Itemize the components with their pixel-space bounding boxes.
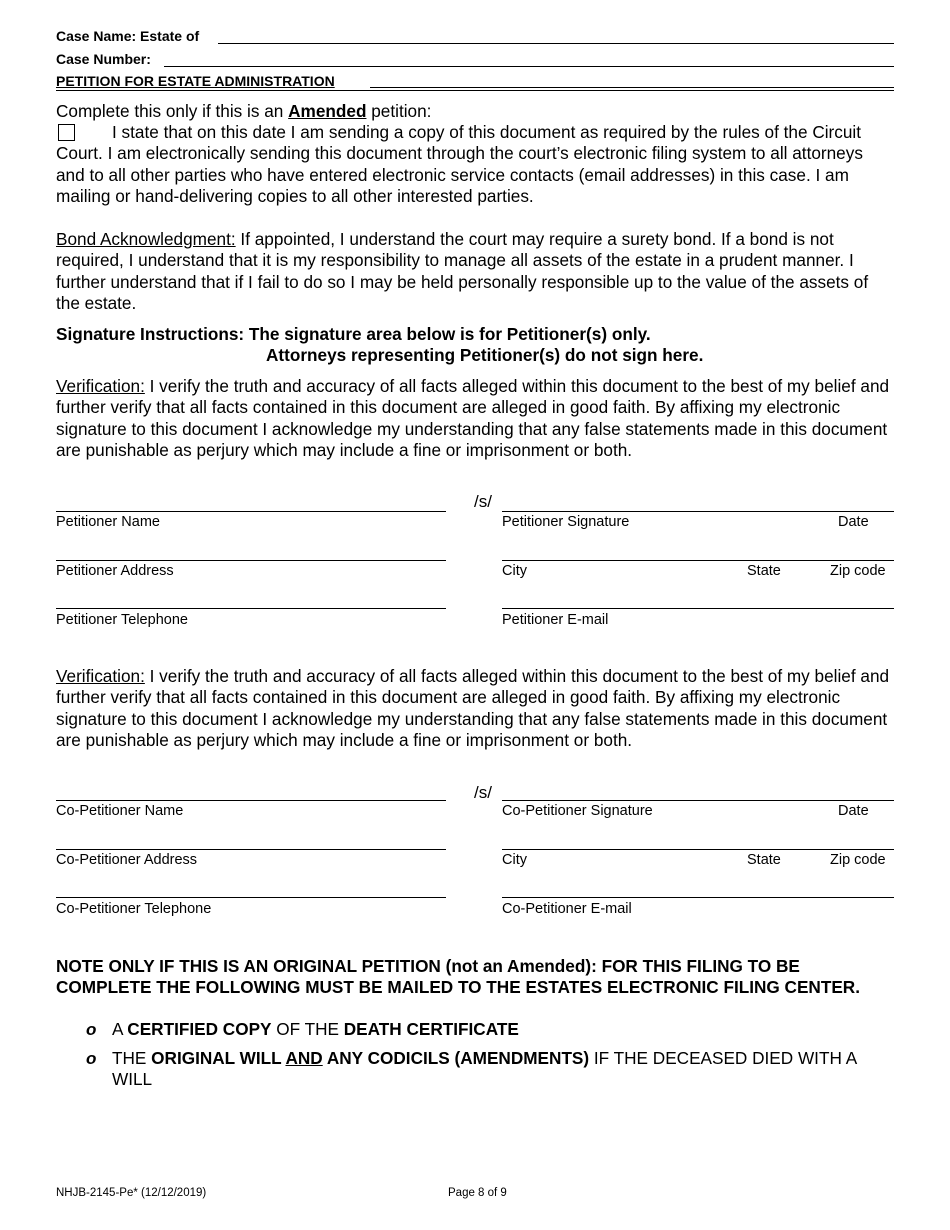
bond-acknowledgment: Bond Acknowledgment: If appointed, I understand the court may require a surety bond. If a bond is not required, I understand that it is my responsibility to manage all assets of the estate in a prudent manner. I further understand that if I fail to do so I may be held personally responsible up to the value of the assets of the estate. <box>56 229 869 313</box>
petitioner-address-label: Petitioner Address <box>56 563 174 579</box>
bullet-icon: o <box>86 1049 97 1068</box>
note-bullet-original-will: THE ORIGINAL WILL AND ANY CODICILS (AMENDMENTS) IF THE DECEASED DIED WITH A WILL <box>112 1048 857 1089</box>
co-petitioner-date-label: Date <box>838 803 869 819</box>
petitioner-telephone-label: Petitioner Telephone <box>56 612 188 628</box>
petitioner-city-field[interactable] <box>502 560 894 561</box>
co-petitioner-name-label: Co-Petitioner Name <box>56 803 184 819</box>
petitioner-email-field[interactable] <box>502 608 894 609</box>
form-id: NHJB-2145-Pe* (12/12/2019) <box>56 1187 207 1199</box>
petitioner-zip-label: Zip code <box>830 563 886 579</box>
original-petition-note: NOTE ONLY IF THIS IS AN ORIGINAL PETITION (not an Amended): FOR THIS FILING TO BE COMPLETE THE FOLLOWING MUST BE MAILED TO THE ESTATES ELECTRONIC FILING CENTER. <box>56 956 860 997</box>
form-title: PETITION FOR ESTATE ADMINISTRATION <box>56 73 335 89</box>
verification-petitioner: Verification: I verify the truth and accuracy of all facts alleged within this document to the best of my belief and further verify that all facts contained in this document are alleged in good faith. By affixing my electronic signature to this document I acknowledge my understanding that any false statements made in this document are punishable as perjury which may include a fine or imprisonment or both. <box>56 376 890 460</box>
petitioner-city-label: City <box>502 563 527 579</box>
petitioner-address-field[interactable] <box>56 560 446 561</box>
co-petitioner-city-field[interactable] <box>502 849 894 850</box>
co-petitioner-state-label: State <box>747 852 781 868</box>
petitioner-sig-prefix: /s/ <box>474 492 492 511</box>
amended-statement: I state that on this date I am sending a copy of this document as required by the rules of the Circuit Court. I am electronically sending this document through the court’s electronic filing system to all attorneys and to all other parties who have entered electronic service contacts (email addresses) in this case. I am mailing or hand-delivering copies to all other interested parties. <box>56 122 863 206</box>
case-name-field[interactable] <box>218 43 894 44</box>
co-petitioner-address-label: Co-Petitioner Address <box>56 852 198 868</box>
co-petitioner-telephone-field[interactable] <box>56 897 446 898</box>
co-petitioner-telephone-label: Co-Petitioner Telephone <box>56 901 212 917</box>
signature-instructions-line2: Attorneys representing Petitioner(s) do not sign here. <box>266 345 704 365</box>
co-petitioner-signature-label: Co-Petitioner Signature <box>502 803 653 819</box>
petitioner-email-label: Petitioner E-mail <box>502 612 609 628</box>
co-petitioner-email-field[interactable] <box>502 897 894 898</box>
page-number: Page 8 of 9 <box>448 1187 507 1199</box>
petitioner-state-label: State <box>747 563 781 579</box>
co-petitioner-signature-field[interactable] <box>502 800 894 801</box>
petitioner-name-field[interactable] <box>56 511 446 512</box>
co-petitioner-city-label: City <box>502 852 527 868</box>
petitioner-signature-label: Petitioner Signature <box>502 514 630 530</box>
co-petitioner-email-label: Co-Petitioner E-mail <box>502 901 632 917</box>
petitioner-date-label: Date <box>838 514 869 530</box>
co-petitioner-sig-prefix: /s/ <box>474 783 492 802</box>
petitioner-name-label: Petitioner Name <box>56 514 160 530</box>
petitioner-signature-field[interactable] <box>502 511 894 512</box>
note-bullet-death-certificate: A CERTIFIED COPY OF THE DEATH CERTIFICATE <box>112 1019 519 1039</box>
co-petitioner-address-field[interactable] <box>56 849 446 850</box>
petitioner-telephone-field[interactable] <box>56 608 446 609</box>
title-rule <box>370 87 894 88</box>
bullet-icon: o <box>86 1020 97 1039</box>
amended-intro: Complete this only if this is an Amended petition: <box>56 101 432 121</box>
verification-co-petitioner: Verification: I verify the truth and accuracy of all facts alleged within this document to the best of my belief and further verify that all facts contained in this document are alleged in good faith. By affixing my electronic signature to this document I acknowledge my understanding that any false statements made in this document are punishable as perjury which may include a fine or imprisonment or both. <box>56 666 890 750</box>
case-number-label: Case Number: <box>56 51 151 67</box>
case-number-field[interactable] <box>164 66 894 67</box>
signature-instructions-line1: Signature Instructions: The signature area below is for Petitioner(s) only. <box>56 324 651 344</box>
title-rule-lower <box>56 90 894 91</box>
co-petitioner-name-field[interactable] <box>56 800 446 801</box>
co-petitioner-zip-label: Zip code <box>830 852 886 868</box>
case-name-label: Case Name: Estate of <box>56 28 200 44</box>
